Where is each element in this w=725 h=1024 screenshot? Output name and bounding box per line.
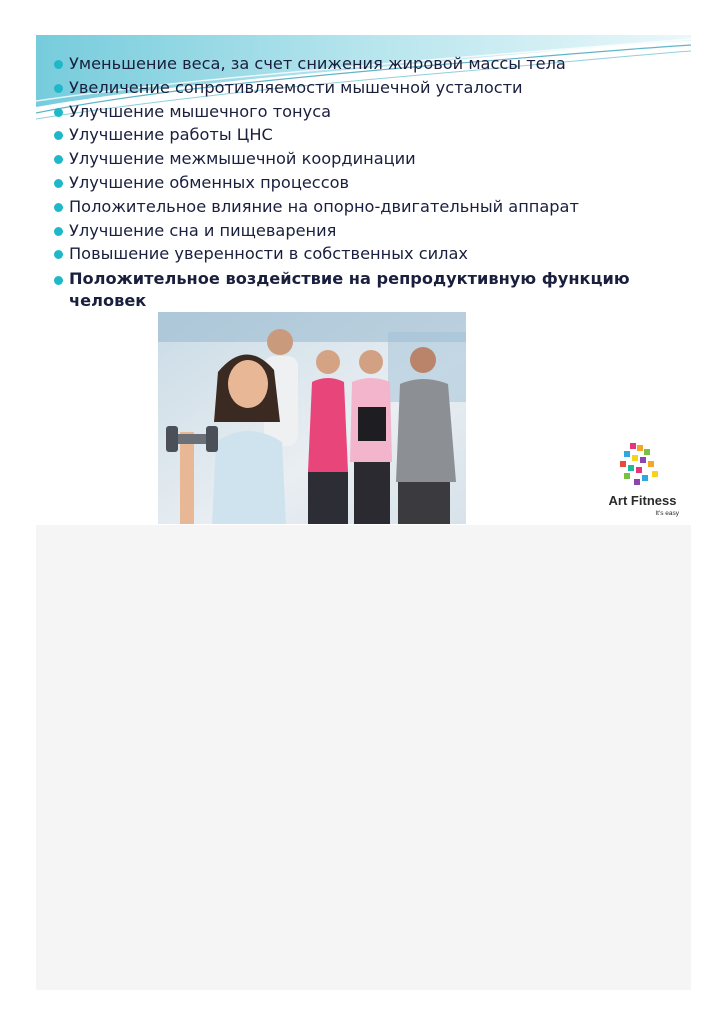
list-item-text: Положительное влияние на опорно-двигательный аппарат [69,196,579,216]
list-item-bold [54,268,679,312]
list-item [54,76,684,100]
document-page [36,35,691,990]
bullet-dot-icon [54,203,63,212]
list-item [54,195,684,219]
list-item [54,123,684,147]
slide [36,35,691,525]
logo-tagline: It's easy [655,510,679,517]
bullet-dot-icon [54,108,63,117]
list-item-text: Увеличение сопротивляемости мышечной усталости [69,77,523,97]
list-item-text: Улучшение сна и пищеварения [69,220,337,240]
list-item-text: Повышение уверенности в собственных силах [69,244,468,264]
list-item-text: Улучшение мышечного тонуса [69,101,332,121]
bullet-dot-icon [54,179,63,188]
list-item [54,147,684,171]
list-item [54,242,684,266]
list-item-text: Улучшение работы ЦНС [69,125,273,145]
list-item [54,100,684,124]
list-item [54,219,684,243]
bullet-dot-icon [54,84,63,93]
art-fitness-logo-mark-icon [594,433,691,493]
bullet-dot-icon [54,276,63,285]
list-item-text: Положительное воздействие на репродуктивную функцию человек [69,269,630,311]
logo-name: Art Fitness [608,493,677,508]
fitness-group-photo [158,312,466,524]
bullet-dot-icon [54,60,63,69]
list-item-text: Улучшение межмышечной координации [69,149,416,169]
bullet-dot-icon [54,250,63,259]
list-item [54,52,684,76]
bullet-dot-icon [54,155,63,164]
list-item-text: Улучшение обменных процессов [69,172,350,192]
list-item [54,171,684,195]
bullet-dot-icon [54,227,63,236]
art-fitness-logo [594,433,691,525]
bullet-dot-icon [54,131,63,140]
list-item-text: Уменьшение веса, за счет снижения жировой массы тела [69,54,566,73]
benefits-list [54,52,684,312]
